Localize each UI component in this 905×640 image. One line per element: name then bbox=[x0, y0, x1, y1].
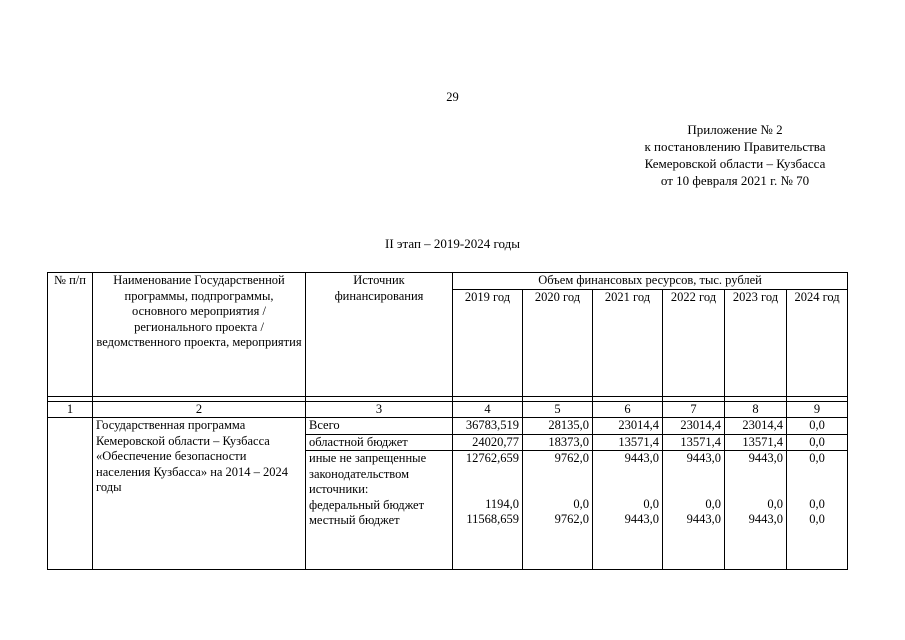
header-volume: Объем финансовых ресурсов, тыс. рублей bbox=[453, 273, 848, 290]
financing-table bbox=[47, 272, 848, 570]
column-number: 2 bbox=[93, 401, 306, 418]
value-cell: 18373,0 bbox=[523, 434, 593, 451]
header-row-1 bbox=[48, 273, 848, 290]
header-num: № п/п bbox=[48, 273, 93, 397]
appendix-line-3: Кемеровской области – Кузбасса bbox=[644, 156, 826, 171]
column-number-row bbox=[48, 401, 848, 418]
source-local: местный бюджет bbox=[309, 513, 400, 527]
value-cell: 23014,4 bbox=[725, 418, 787, 435]
source-cell bbox=[306, 451, 453, 570]
value: 0,0 bbox=[809, 496, 825, 511]
source-cell: Всего bbox=[306, 418, 453, 435]
program-name-cell bbox=[93, 418, 306, 570]
table-row bbox=[48, 418, 848, 435]
value-cell: 0,0 bbox=[787, 418, 848, 435]
header-year-2019: 2019 год bbox=[453, 289, 523, 396]
column-number: 6 bbox=[593, 401, 663, 418]
value: 0,0 bbox=[573, 496, 589, 511]
stage-title: II этап – 2019-2024 годы bbox=[385, 236, 520, 251]
appendix-line-1: Приложение № 2 bbox=[687, 122, 783, 137]
value-cell-group bbox=[593, 451, 663, 570]
column-number: 9 bbox=[787, 401, 848, 418]
column-number: 1 bbox=[48, 401, 93, 418]
appendix-line-4: от 10 февраля 2021 г. № 70 bbox=[660, 173, 810, 188]
source-cell: областной бюджет bbox=[306, 434, 453, 451]
value-cell-group bbox=[787, 451, 848, 570]
header-year-2023: 2023 год bbox=[725, 289, 787, 396]
value: 0,0 bbox=[809, 451, 825, 465]
value: 9443,0 bbox=[686, 451, 721, 465]
value-cell: 23014,4 bbox=[663, 418, 725, 435]
column-number: 3 bbox=[306, 401, 453, 418]
value: 9443,0 bbox=[624, 451, 659, 465]
value-cell: 36783,519 bbox=[453, 418, 523, 435]
value: 9443,0 bbox=[624, 512, 659, 526]
value: 9762,0 bbox=[554, 451, 589, 465]
source-federal: федеральный бюджет bbox=[309, 497, 425, 512]
value-cell-group bbox=[725, 451, 787, 570]
value: 9443,0 bbox=[748, 512, 783, 526]
header-year-2022: 2022 год bbox=[663, 289, 725, 396]
source-other: иные не запрещенные законодательством источники: bbox=[309, 451, 427, 496]
appendix-line-2: к постановлению Правительства bbox=[644, 139, 826, 154]
value-cell-group bbox=[523, 451, 593, 570]
header-year-2021: 2021 год bbox=[593, 289, 663, 396]
value: 0,0 bbox=[767, 496, 783, 511]
value: 9762,0 bbox=[554, 512, 589, 526]
value-cell: 28135,0 bbox=[523, 418, 593, 435]
header-source: Источник финансирования bbox=[306, 273, 453, 397]
row-number-cell bbox=[48, 418, 93, 570]
value-cell: 24020,77 bbox=[453, 434, 523, 451]
value-cell-group bbox=[453, 451, 523, 570]
value: 9443,0 bbox=[686, 512, 721, 526]
value: 12762,659 bbox=[465, 451, 519, 465]
column-number: 7 bbox=[663, 401, 725, 418]
value: 0,0 bbox=[705, 496, 721, 511]
value: 1194,0 bbox=[485, 496, 519, 511]
value: 9443,0 bbox=[748, 451, 783, 465]
value-cell: 13571,4 bbox=[593, 434, 663, 451]
value-cell: 0,0 bbox=[787, 434, 848, 451]
header-year-2024: 2024 год bbox=[787, 289, 848, 396]
value: 0,0 bbox=[643, 496, 659, 511]
value: 0,0 bbox=[809, 512, 825, 526]
value-cell-group bbox=[663, 451, 725, 570]
column-number: 5 bbox=[523, 401, 593, 418]
program-name: Государственная программа Кемеровской области – Кузбасса «Обеспечение безопасности населения Кузбасса» на 2014 – 2024 годы bbox=[96, 418, 289, 494]
header-name: Наименование Государственной программы, подпрограммы, основного мероприятия / регионального проекта / ведомственного проекта, мероприятия bbox=[93, 273, 306, 397]
value-cell: 13571,4 bbox=[663, 434, 725, 451]
value-cell: 23014,4 bbox=[593, 418, 663, 435]
page-number: 29 bbox=[446, 90, 459, 104]
column-number: 4 bbox=[453, 401, 523, 418]
value: 11568,659 bbox=[466, 512, 519, 526]
header-year-2020: 2020 год bbox=[523, 289, 593, 396]
appendix-block bbox=[600, 121, 870, 189]
value-cell: 13571,4 bbox=[725, 434, 787, 451]
column-number: 8 bbox=[725, 401, 787, 418]
